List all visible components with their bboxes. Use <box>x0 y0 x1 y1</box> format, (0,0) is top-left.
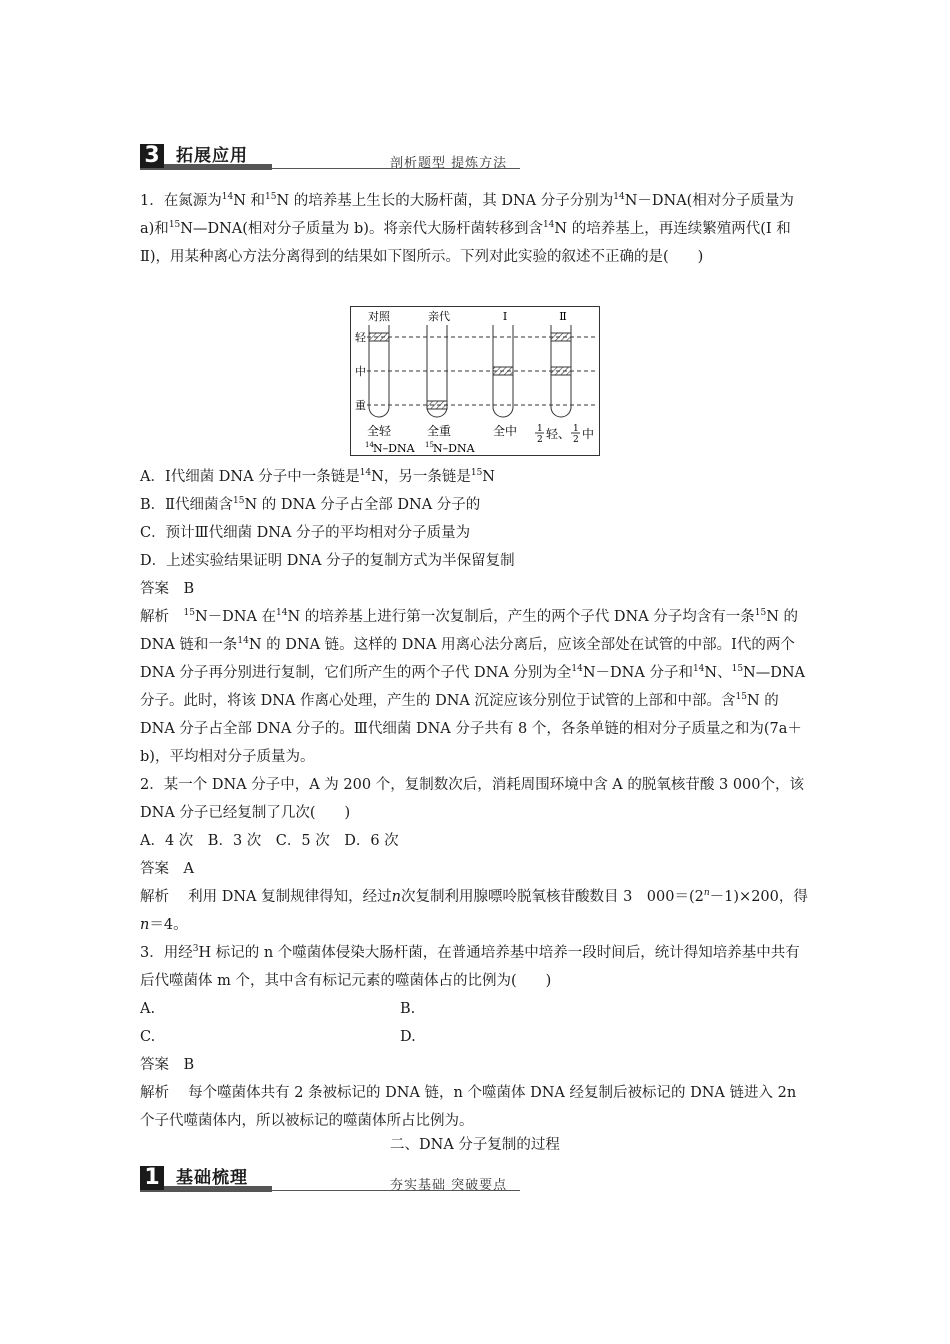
q1-answer: 答案 B <box>140 581 195 597</box>
q2-options: A．4 次 B．3 次 C．5 次 D．6 次 <box>140 833 399 849</box>
row-label-heavy: 重 <box>355 399 366 412</box>
fraction-numerator-2: 1 <box>573 424 579 434</box>
q1-option-b: B．Ⅱ代细菌含$^{15}$N 的 DNA 分子占全部 DNA 分子的 <box>140 496 481 513</box>
band-gen1-middle <box>493 367 513 375</box>
col-label-parent: 亲代 <box>428 310 450 323</box>
section-title: 拓展应用 <box>176 146 248 166</box>
row-label-middle: 中 <box>355 365 366 378</box>
label-half-light: 轻、 <box>546 427 571 441</box>
label-all-light: 全轻 <box>366 424 392 438</box>
col-label-gen2: Ⅱ <box>559 310 567 323</box>
q3-analysis: 解析 每个噬菌体共有 2 条被标记的 DNA 链，n 个噬菌体 DNA 经复制后被标记的 DNA 链进入 2n 个子代噬菌体内，所以被标记的噬菌体所占比例为。 <box>140 1085 797 1129</box>
q2-analysis: 解析 利用 DNA 复制规律得知，经过n次复制利用腺嘌呤脱氧核苷酸数目 3 $000=(2^n-1)\times 200$，得n＝4。 <box>140 888 808 933</box>
label-half-middle: 中 <box>582 427 595 441</box>
fraction-denominator-1: 2 <box>537 435 543 445</box>
q1-option-c: C．预计Ⅲ代细菌 DNA 分子的平均相对分子质量为 <box>140 525 471 541</box>
section-title: 基础梳理 <box>176 1168 248 1188</box>
label-14n-dna: N–DNA <box>373 442 415 455</box>
band-gen2-light <box>551 333 571 341</box>
question-3-stem: 3．用经$^3$H 标记的 n 个噬菌体侵染大肠杆菌，在普通培养基中培养一段时间后，统计得知培养基中共有后代噬菌体 m 个，其中含有标记元素的噬菌体占的比例为( ) <box>140 944 800 989</box>
band-parent-heavy <box>427 401 447 409</box>
fraction-numerator-1: 1 <box>537 424 543 434</box>
q1-analysis: 解析 $^{15}$N－DNA 在$^{14}$N 的培养基上进行第一次复制后，产生的两个子代 DNA 分子均含有一条$^{15}$N 的 DNA 链和一条$^{14}$N 的 DNA 链。这样的 DNA 用离心法分离后，应该全部处在试管的中部。Ⅰ代的两个 DNA 分子再分别进行复制，它们所产生的两个子代 DNA 分别为全$^{14}$N－DNA 分子和$^{14}$N、$^{15}$N—DNA 分子。此时，将该 DNA 作离心处理，产生的 DNA 沉淀应该分别位于试管的上部和中部。含$^{15}$N 的 DNA 分子占全部 DNA 分子的。Ⅲ代细菌 DNA 分子共有 8 个，各条单链的相对分子质量之和为(7a＋b)，平均相对分子质量为。 <box>140 608 806 765</box>
section-subtitle: 夯实基础 突破要点 <box>390 1178 508 1193</box>
band-control-light <box>369 333 389 341</box>
q3-option-d: D. <box>400 1029 416 1045</box>
row-label-light: 轻 <box>355 331 366 344</box>
section-header-1 <box>140 1166 520 1192</box>
question-2-stem: 2．某一个 DNA 分子中，A 为 200 个，复制数次后，消耗周围环境中含 A 的脱氧核苷酸 3 000个，该 DNA 分子已经复制了几次( ) <box>140 777 805 821</box>
section-number: 1 <box>140 1166 164 1190</box>
subsection-heading: 二、DNA 分子复制的过程 <box>390 1137 560 1153</box>
section-subtitle: 剖析题型 提炼方法 <box>390 156 508 171</box>
label-all-heavy: 全重 <box>426 424 452 438</box>
col-label-control: 对照 <box>368 310 390 323</box>
band-gen2-middle <box>551 367 571 375</box>
q1-option-d: D．上述实验结果证明 DNA 分子的复制方式为半保留复制 <box>140 553 515 569</box>
centrifuge-figure <box>350 306 600 456</box>
section-number: 3 <box>140 144 164 168</box>
q3-answer: 答案 B <box>140 1057 195 1073</box>
q1-option-a: A．Ⅰ代细菌 DNA 分子中一条链是$^{14}$N，另一条链是$^{15}$N <box>140 468 495 485</box>
q3-option-a: A. <box>140 1001 156 1017</box>
question-1-stem: 1．在氮源为$^{14}$N 和$^{15}$N 的培养基上生长的大肠杆菌，其 DNA 分子分别为$^{14}$N－DNA(相对分子质量为 a)和$^{15}$N—DNA(相对分子质量为 b)。将亲代大肠杆菌转移到含$^{14}$N 的培养基上，再连续繁殖两代(Ⅰ 和Ⅱ)，用某种离心方法分离得到的结果如下图所示。下列对此实验的叙述不正确的是( ) <box>140 192 794 265</box>
label-sup-14: 14 <box>365 441 374 449</box>
fraction-denominator-2: 2 <box>573 435 579 445</box>
q3-option-b: B. <box>400 1001 416 1017</box>
col-label-gen1: Ⅰ <box>502 310 508 323</box>
section-header-3 <box>140 144 520 170</box>
q2-answer: 答案 A <box>140 861 194 877</box>
centrifuge-diagram <box>351 307 599 455</box>
label-all-middle: 全中 <box>492 424 518 438</box>
label-sup-15: 15 <box>425 441 434 449</box>
q3-option-c: C. <box>140 1029 156 1045</box>
label-15n-dna: N–DNA <box>433 442 475 455</box>
